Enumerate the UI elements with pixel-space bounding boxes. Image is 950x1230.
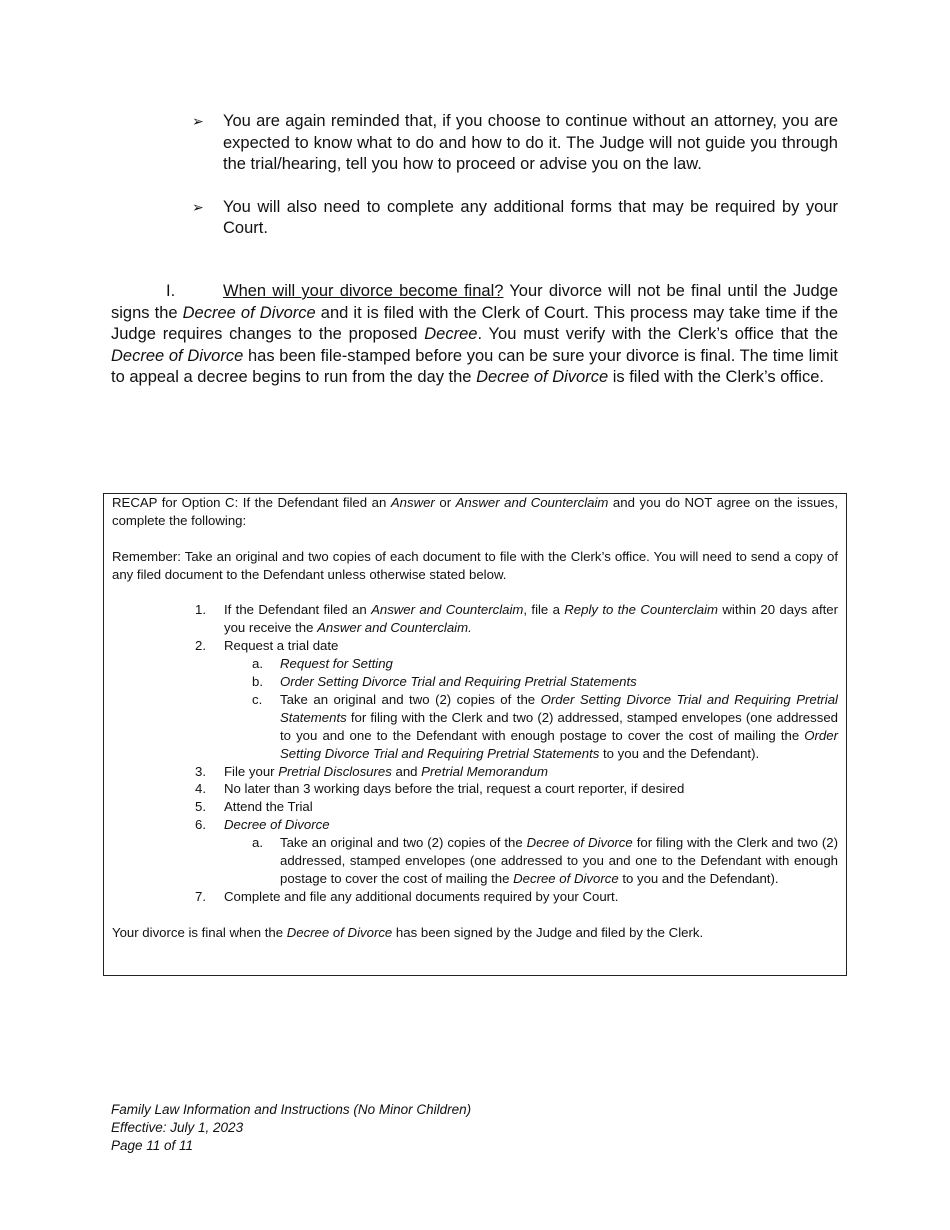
section-emphasis: Decree of Divorce [111,346,244,365]
step-number: 3. [195,763,206,779]
section-emphasis: Decree [424,325,478,343]
substep-text: Take an original and two (2) copies of the [280,691,541,707]
bullet-additional-forms [192,197,838,240]
step-text: File your [224,763,279,779]
step-text: Complete and file any additional documents required by your Court. [224,888,619,904]
recap-emphasis: Answer [390,495,435,510]
step-2 [195,637,838,762]
step-6-substeps [224,834,838,888]
step-2-substeps [224,655,838,762]
bullet-text: You will also need to complete any additional forms that may be required by your Court. [223,197,838,237]
step-text: No later than 3 working days before the trial, request a court reporter, if desired [224,781,685,797]
step-6 [195,816,839,888]
substep-text: Take an original and two (2) copies of the [280,835,527,851]
substep-letter: c. [252,691,263,707]
step-number: 4. [195,781,206,797]
step-text: , file a [523,602,565,618]
step-emphasis: Decree of Divorce [224,817,330,833]
step-emphasis: Reply to the Counterclaim [564,602,719,618]
footer-effective-date: Effective: July 1, 2023 [111,1120,244,1136]
arrow-bullet-icon: ➢ [192,198,204,215]
substep-emphasis: Request for Setting [280,656,393,672]
substep-6a [252,834,839,888]
recap-intro [112,494,838,530]
step-text: within 20 days after you receive the [224,602,838,636]
recap-text: and you do NOT agree on the issues, complete the following: [112,495,838,528]
substep-text: for filing with the Clerk and two (2) addressed, stamped envelopes (one addressed to you and one to the Defendant with enough postage to cover the cost of mailing the [280,835,839,886]
step-emphasis: Pretrial Memorandum [421,763,548,779]
footer-document-title: Family Law Information and Instructions (No Minor Children) [111,1102,472,1117]
step-number: 7. [195,888,206,904]
section-text: and it is filed with the Clerk of Court. This process may take time if the Judge requires changes to the proposed [111,303,838,343]
substep-text: to you and the Defendant). [599,745,760,761]
section-emphasis: Decree of Divorce [476,368,609,386]
substep-emphasis: Decree of Divorce [513,871,619,886]
step-3 [195,763,838,781]
substep-emphasis: Order Setting Divorce Trial and Requiring Pretrial Statements [280,727,838,761]
recap-box [103,493,847,976]
substep-text: for filing with the Clerk and two (2) addressed, stamped envelopes (one addressed to you and one to the Defendant with enough postage to cover the cost of mailing the [280,709,838,743]
substep-2b [252,673,838,691]
section-number: I. [166,282,176,300]
section-text: has been file-stamped before you can be sure your divorce is final. The time limit to appeal a decree begins to run from the day the [111,346,838,386]
bullet-attorney-reminder [192,111,838,176]
recap-text: RECAP for Option C: If the Defendant filed an [112,495,391,510]
recap-emphasis: Decree of Divorce [286,924,393,940]
section-heading: When will your divorce become final? [223,282,504,300]
reminder-bullets [192,111,838,261]
substep-emphasis: Order Setting Divorce Trial and Requiring Pretrial Statements [280,691,838,725]
section-emphasis: Decree of Divorce [182,303,316,322]
recap-final-note [112,924,838,942]
step-1 [195,601,838,637]
step-number: 5. [195,799,206,815]
step-7 [195,888,838,906]
step-emphasis: Pretrial Disclosures [278,763,392,779]
substep-2c [252,691,838,763]
step-text: and [391,763,422,779]
substep-emphasis: Decree of Divorce [526,835,633,851]
step-number: 1. [195,602,206,618]
substep-emphasis: Order Setting Divorce Trial and Requiring Pretrial Statements [280,674,637,690]
step-number: 6. [195,817,206,833]
footer-page-number: Page 11 of 11 [111,1138,194,1154]
substep-text: to you and the Defendant). [618,871,779,886]
section-i-divorce-final [111,281,838,389]
step-number: 2. [195,638,206,654]
page-footer [111,1101,471,1156]
recap-text: or [434,495,456,510]
step-text: If the Defendant filed an [224,602,372,618]
arrow-bullet-icon: ➢ [192,113,204,129]
section-text: is filed with the Clerk’s office. [608,368,824,386]
recap-text: Your divorce is final when the [112,924,287,940]
step-5 [195,798,838,816]
substep-letter: a. [252,835,263,851]
substep-letter: a. [252,656,263,672]
recap-steps [112,601,838,905]
step-text: Attend the Trial [224,799,313,815]
substep-2a [252,655,838,673]
substep-letter: b. [252,674,263,690]
section-text: Your divorce will not be final until the Judge signs the [111,282,839,322]
step-4 [195,780,838,798]
recap-remember: Remember: Take an original and two copies of each document to file with the Clerk’s office. You will need to send a copy of any filed document to the Defendant unless otherwise stated below. [112,548,838,582]
bullet-text: You are again reminded that, if you choose to continue without an attorney, you are expected to know what to do and how to do it. The Judge will not guide you through the trial/hearing, tell you how to proceed or advise you on the law. [223,112,838,173]
section-text: . You must verify with the Clerk’s office that the [477,325,838,343]
step-text: Request a trial date [224,638,339,654]
step-emphasis: Answer and Counterclaim. [317,620,472,636]
recap-emphasis: Answer and Counterclaim [455,495,609,510]
recap-text: has been signed by the Judge and filed by the Clerk. [392,924,704,940]
step-emphasis: Answer and Counterclaim [371,602,524,618]
